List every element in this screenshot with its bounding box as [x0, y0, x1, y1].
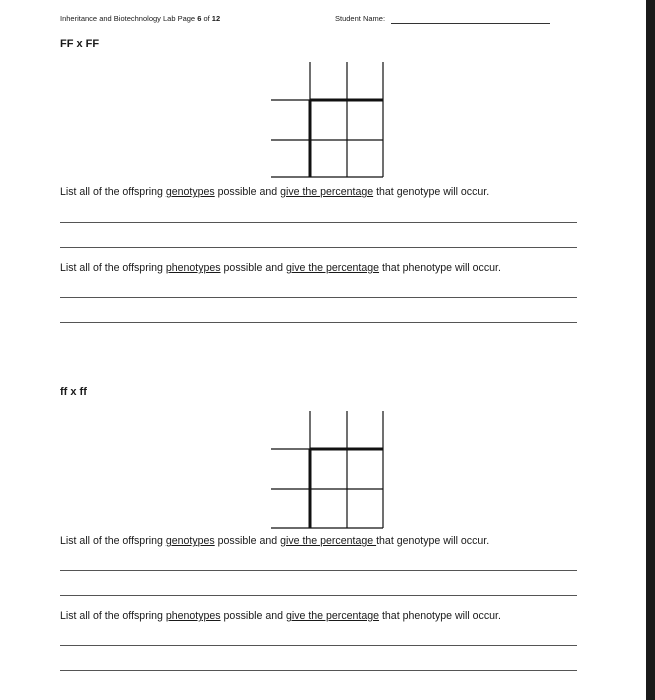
- q-underlined: give the percentage: [280, 535, 377, 547]
- answer-line[interactable]: [60, 670, 577, 671]
- page-edge: [646, 0, 655, 700]
- student-name-field[interactable]: [391, 23, 550, 24]
- question-genotypes-1: [60, 186, 489, 198]
- answer-line[interactable]: [60, 222, 577, 223]
- q-underlined: give the percentage: [285, 610, 380, 622]
- q-text: possible and: [214, 186, 281, 198]
- q-text: List all of the offspring: [60, 610, 166, 622]
- q-text: possible and: [220, 262, 286, 274]
- q-text: that genotype will occur.: [373, 186, 490, 198]
- question-phenotypes-1: [60, 262, 501, 274]
- answer-line[interactable]: [60, 297, 577, 298]
- q-text: that genotype will occur.: [376, 535, 490, 547]
- answer-line[interactable]: [60, 322, 577, 323]
- question-phenotypes-2: [60, 610, 501, 622]
- page-header: [60, 14, 220, 23]
- q-text: List all of the offspring: [60, 262, 166, 274]
- q-underlined: give the percentage: [280, 186, 374, 198]
- cross-title-1: FF x FF: [60, 38, 100, 50]
- punnett-square-2: [260, 405, 400, 535]
- answer-line[interactable]: [60, 645, 577, 646]
- q-text: that phenotype will occur.: [379, 610, 501, 622]
- q-underlined: give the percentage: [285, 262, 380, 274]
- q-underlined: genotypes: [165, 535, 215, 547]
- q-underlined: phenotypes: [165, 610, 221, 622]
- q-text: that phenotype will occur.: [379, 262, 501, 274]
- header-of: of: [201, 14, 212, 23]
- header-page-total: 12: [211, 14, 221, 23]
- q-text: List all of the offspring: [60, 186, 166, 198]
- header-lab-title: Inheritance and Biotechnology Lab Page: [60, 14, 198, 23]
- q-underlined: genotypes: [165, 186, 215, 198]
- student-name-label: Student Name:: [335, 14, 386, 23]
- answer-line[interactable]: [60, 570, 577, 571]
- question-genotypes-2: [60, 535, 489, 547]
- q-text: List all of the offspring: [60, 535, 166, 547]
- punnett-square-1: [260, 55, 400, 185]
- cross-title-2: ff x ff: [60, 386, 87, 398]
- answer-line[interactable]: [60, 595, 577, 596]
- q-text: possible and: [220, 610, 286, 622]
- answer-line[interactable]: [60, 247, 577, 248]
- header-page-number: 6: [197, 14, 202, 23]
- q-text: possible and: [214, 535, 281, 547]
- q-underlined: phenotypes: [165, 262, 221, 274]
